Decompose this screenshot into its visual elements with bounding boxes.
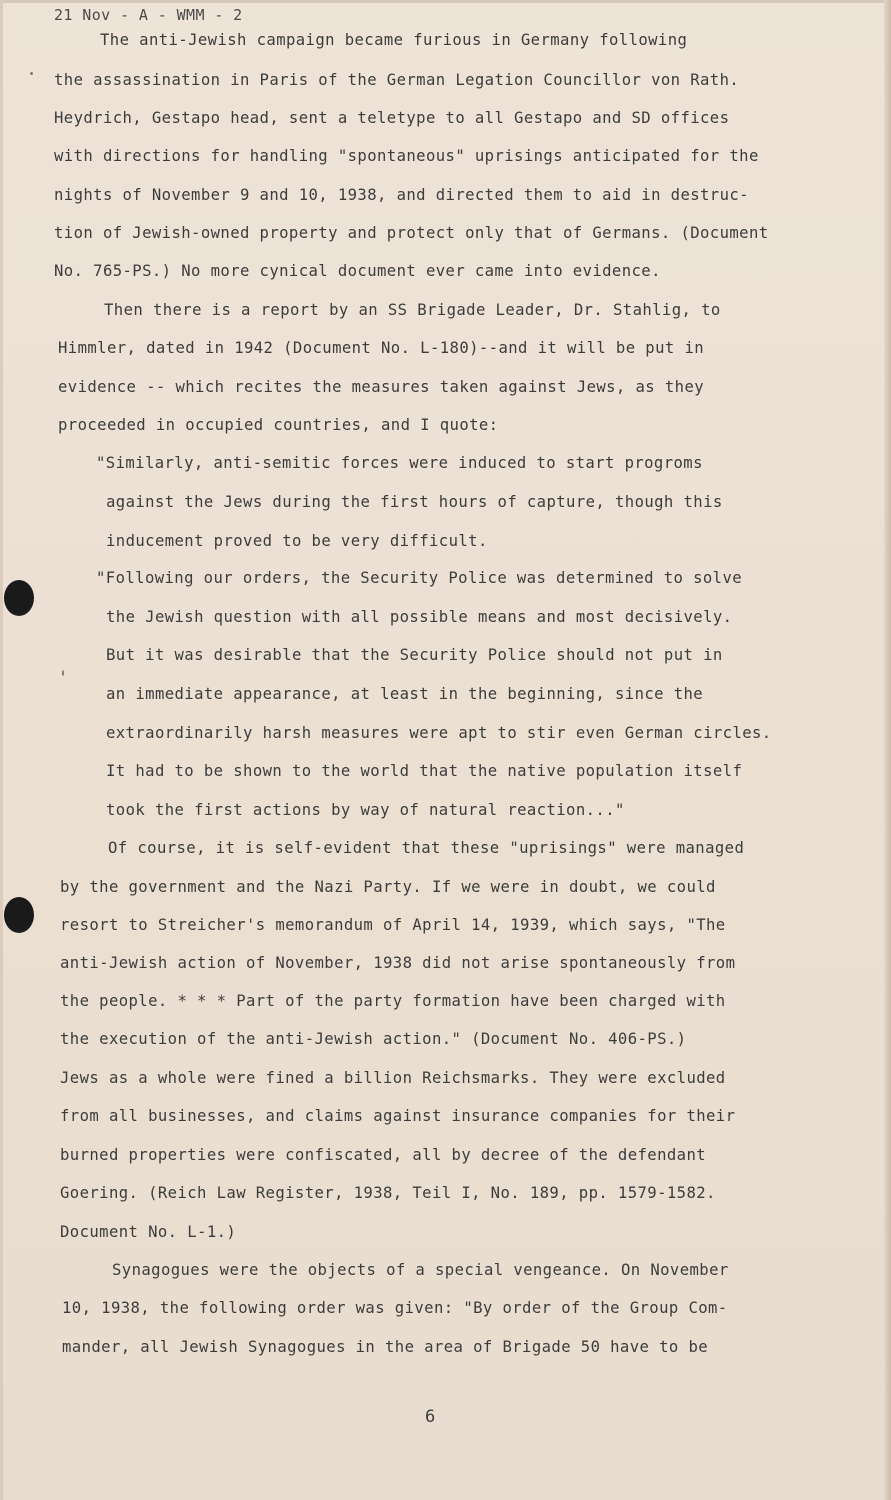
paper-speck	[30, 72, 33, 75]
paper-speck	[62, 670, 64, 676]
body-line: 10, 1938, the following order was given: "By order of the Group Com-	[62, 1299, 728, 1317]
quote-line: But it was desirable that the Security Police should not put in	[106, 646, 723, 664]
body-line: resort to Streicher's memorandum of April 14, 1939, which says, "The	[60, 916, 726, 934]
body-line: from all businesses, and claims against insurance companies for their	[60, 1107, 736, 1125]
quote-line: against the Jews during the first hours of capture, though this	[106, 493, 723, 511]
body-line: evidence -- which recites the measures taken against Jews, as they	[58, 378, 705, 396]
quote-line: took the first actions by way of natural reaction..."	[106, 801, 625, 819]
page-top-edge	[0, 0, 891, 3]
quote-line: extraordinarily harsh measures were apt to stir even German circles.	[106, 724, 772, 742]
body-line: nights of November 9 and 10, 1938, and directed them to aid in destruc-	[54, 186, 749, 204]
body-line: the assassination in Paris of the German Legation Councillor von Rath.	[54, 71, 740, 89]
body-line: Then there is a report by an SS Brigade Leader, Dr. Stahlig, to	[104, 301, 721, 319]
quote-line: It had to be shown to the world that the native population itself	[106, 762, 743, 780]
quote-line: an immediate appearance, at least in the beginning, since the	[106, 685, 704, 703]
body-line: the people. * * * Part of the party formation have been charged with	[60, 992, 726, 1010]
body-line: Synagogues were the objects of a special vengeance. On November	[112, 1261, 729, 1279]
body-line: with directions for handling "spontaneous" uprisings anticipated for the	[54, 147, 759, 165]
body-line: tion of Jewish-owned property and protect only that of Germans. (Document	[54, 224, 769, 242]
body-line: Himmler, dated in 1942 (Document No. L-180)--and it will be put in	[58, 339, 705, 357]
page-number: 6	[425, 1407, 436, 1427]
quote-line: "Similarly, anti-semitic forces were induced to start progroms	[96, 454, 703, 472]
body-line: Of course, it is self-evident that these "uprisings" were managed	[108, 839, 745, 857]
body-line: proceeded in occupied countries, and I quote:	[58, 416, 499, 434]
body-line: Jews as a whole were fined a billion Reichsmarks. They were excluded	[60, 1069, 726, 1087]
page-right-edge	[884, 0, 891, 1500]
body-line: Heydrich, Gestapo head, sent a teletype to all Gestapo and SD offices	[54, 109, 730, 127]
quote-line: the Jewish question with all possible means and most decisively.	[106, 608, 733, 626]
body-line: The anti-Jewish campaign became furious in Germany following	[100, 31, 688, 49]
body-line: Document No. L-1.)	[60, 1223, 237, 1241]
quote-line: inducement proved to be very difficult.	[106, 532, 488, 550]
body-line: mander, all Jewish Synagogues in the area of Brigade 50 have to be	[62, 1338, 709, 1356]
body-line: the execution of the anti-Jewish action." (Document No. 406-PS.)	[60, 1030, 687, 1048]
body-line: anti-Jewish action of November, 1938 did not arise spontaneously from	[60, 954, 736, 972]
binder-hole-lower	[4, 897, 34, 933]
binder-hole-upper	[4, 580, 34, 616]
quote-line: "Following our orders, the Security Police was determined to solve	[96, 569, 743, 587]
body-line: by the government and the Nazi Party. If we were in doubt, we could	[60, 878, 716, 896]
body-line: Goering. (Reich Law Register, 1938, Teil I, No. 189, pp. 1579-1582.	[60, 1184, 716, 1202]
body-line: burned properties were confiscated, all by decree of the defendant	[60, 1146, 707, 1164]
body-line: No. 765-PS.) No more cynical document ever came into evidence.	[54, 262, 661, 280]
page-left-edge	[0, 0, 3, 1500]
document-header-reference: 21 Nov - A - WMM - 2	[54, 6, 243, 24]
